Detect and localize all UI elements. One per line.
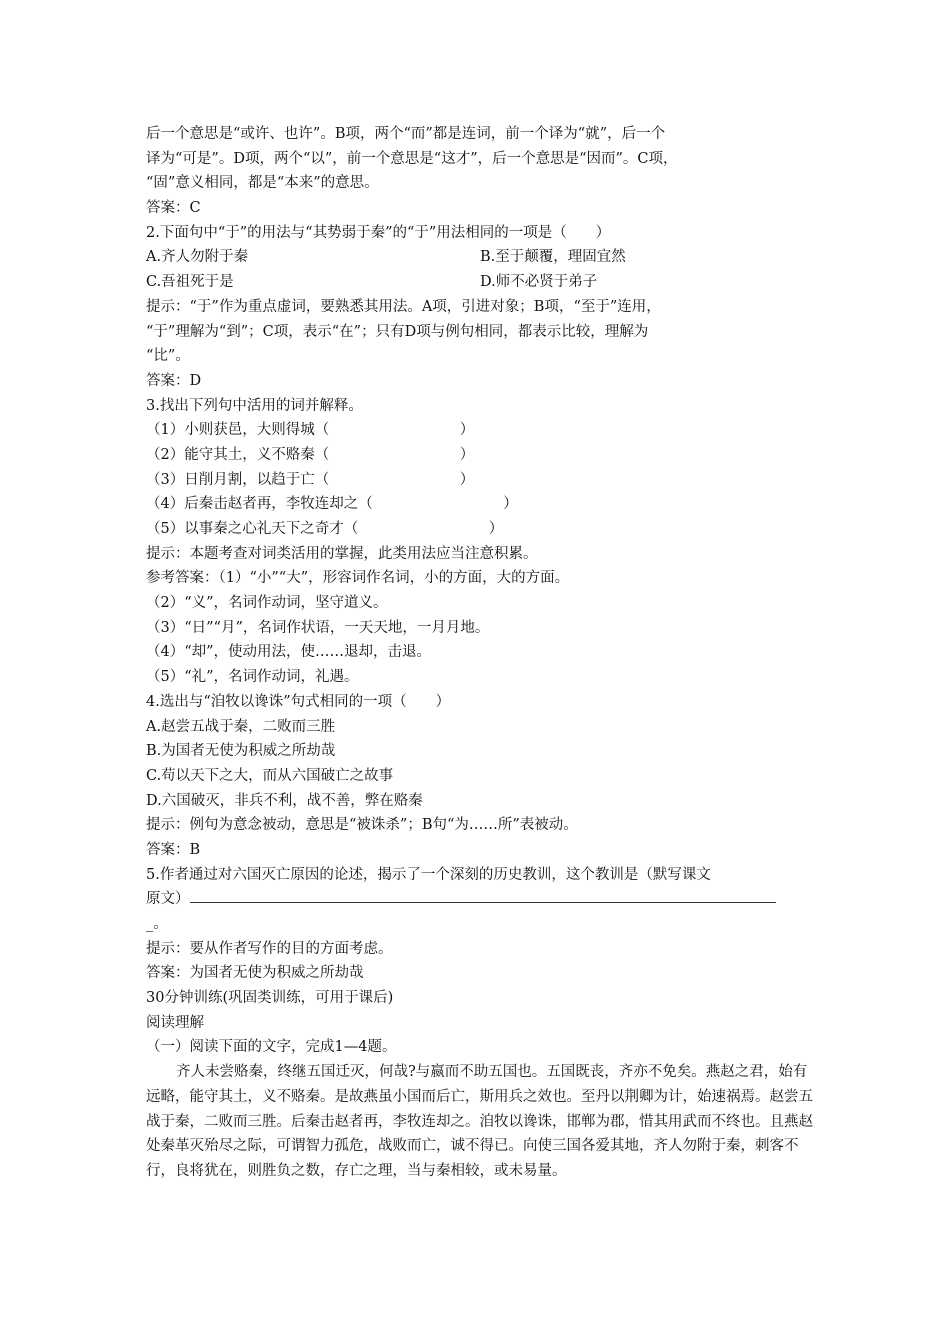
question-5-text: 原文） <box>146 891 190 908</box>
question-3-item: （5）以事秦之心礼天下之奇才（ ） <box>146 521 504 537</box>
options-row <box>146 270 818 295</box>
question-3: 3.找出下列句中活用的词并解释。 <box>146 397 363 414</box>
option-c: C.苟以天下之大，而从六国破亡之故事 <box>146 767 394 784</box>
part-heading: （一）阅读下面的文字，完成1—4题。 <box>146 1039 397 1056</box>
hint-line: 提示：本题考查对词类活用的掌握，此类用法应当注意积累。 <box>146 545 538 562</box>
question-3-item: （3）日削月割，以趋于亡（ ） <box>146 471 475 488</box>
text-line: 后一个意思是“或许、也许”。B项，两个“而”都是连词，前一个译为“就”，后一个 <box>146 126 666 142</box>
answer-line: 答案：为国者无使为积威之所劫哉 <box>146 965 364 982</box>
reference-answer: （3）“日”“月”，名词作状语，一天天地，一月月地。 <box>146 619 490 636</box>
section-title: 30分钟训练(巩固类训练，可用于课后) <box>146 990 394 1007</box>
blank-end: _。 <box>146 916 168 932</box>
option-d: D.六国破灭，非兵不利，战不善，弊在赂秦 <box>146 792 423 809</box>
question-3-item: （1）小则获邑，大则得城（ ） <box>146 422 475 439</box>
reference-answer: 参考答案：（1）“小”“大”，形容词作名词，小的方面，大的方面。 <box>146 570 570 587</box>
reference-answer: （4）“却”，使动用法，使……退却，击退。 <box>146 644 432 661</box>
question-2: 2.下面句中“于”的用法与“其势弱于秦”的“于”用法相同的一项是（ ） <box>146 224 611 241</box>
hint-line: “于”理解为“到”；C项，表示“在”；只有D项与例句相同，都表示比较，理解为 <box>146 323 649 340</box>
reference-answer: （5）“礼”，名词作动词，礼遇。 <box>146 669 359 686</box>
question-5-cont <box>146 887 818 912</box>
answer-line: 答案：D <box>146 372 202 389</box>
answer-line: 答案：B <box>146 841 201 858</box>
option-c: C.吾祖死于是 <box>146 274 234 291</box>
reading-passage: 齐人未尝赂秦，终继五国迁灭，何哉?与嬴而不助五国也。五国既丧，齐亦不免矣。燕赵之君，始有远略，能守其土，义不赂秦。是故燕虽小国而后亡，斯用兵之效也。至丹以荆卿为计，始速祸焉。赵尝五战于秦，二败而三胜。后秦击赵者再，李牧连却之。洎牧以谗诛，邯郸为郡，惜其用武而不终也。且燕赵处秦革灭殆尽之际，可谓智力孤危，战败而亡，诚不得已。向使三国各爱其地，齐人勿附于秦，刺客不行，良将犹在，则胜负之数，存亡之理，当与秦相较，或未易量。 <box>146 1064 813 1179</box>
text-line: “固”意义相同，都是“本来”的意思。 <box>146 175 379 192</box>
answer-line: 答案：C <box>146 200 201 217</box>
question-3-item: （4）后秦击赵者再，李牧连却之（ ） <box>146 496 518 513</box>
option-d: D.师不必贤于弟子 <box>480 274 598 291</box>
option-b: B.至于颠覆，理固宜然 <box>480 249 626 266</box>
hint-line: “比”。 <box>146 348 190 365</box>
option-b: B.为国者无使为积威之所劫哉 <box>146 743 336 760</box>
option-a: A.齐人勿附于秦 <box>146 249 249 266</box>
text-line: 译为“可是”。D项，两个“以”，前一个意思是“这才”，后一个意思是“因而”。C项， <box>146 150 678 167</box>
hint-line: 提示：要从作者写作的目的方面考虑。 <box>146 940 393 957</box>
question-5: 5.作者通过对六国灭亡原因的论述，揭示了一个深刻的历史教训，这个教训是（默写课文 <box>146 866 711 883</box>
hint-line: 提示：例句为意念被动，意思是“被诛杀”；B句“为……所”表被动。 <box>146 817 578 834</box>
question-3-item: （2）能守其土，义不赂秦（ ） <box>146 446 475 463</box>
document-body <box>146 122 818 1184</box>
option-a: A.赵尝五战于秦，二败而三胜 <box>146 718 336 735</box>
question-4: 4.选出与“洎牧以谗诛”句式相同的一项（ ） <box>146 693 451 710</box>
fill-in-blank-line <box>190 888 776 903</box>
options-row <box>146 245 818 270</box>
reference-answer: （2）“义”，名词作动词，坚守道义。 <box>146 595 388 612</box>
section-subtitle: 阅读理解 <box>146 1014 204 1031</box>
hint-line: 提示：“于”作为重点虚词，要熟悉其用法。A项，引进对象；B项，“至于”连用， <box>146 298 661 315</box>
